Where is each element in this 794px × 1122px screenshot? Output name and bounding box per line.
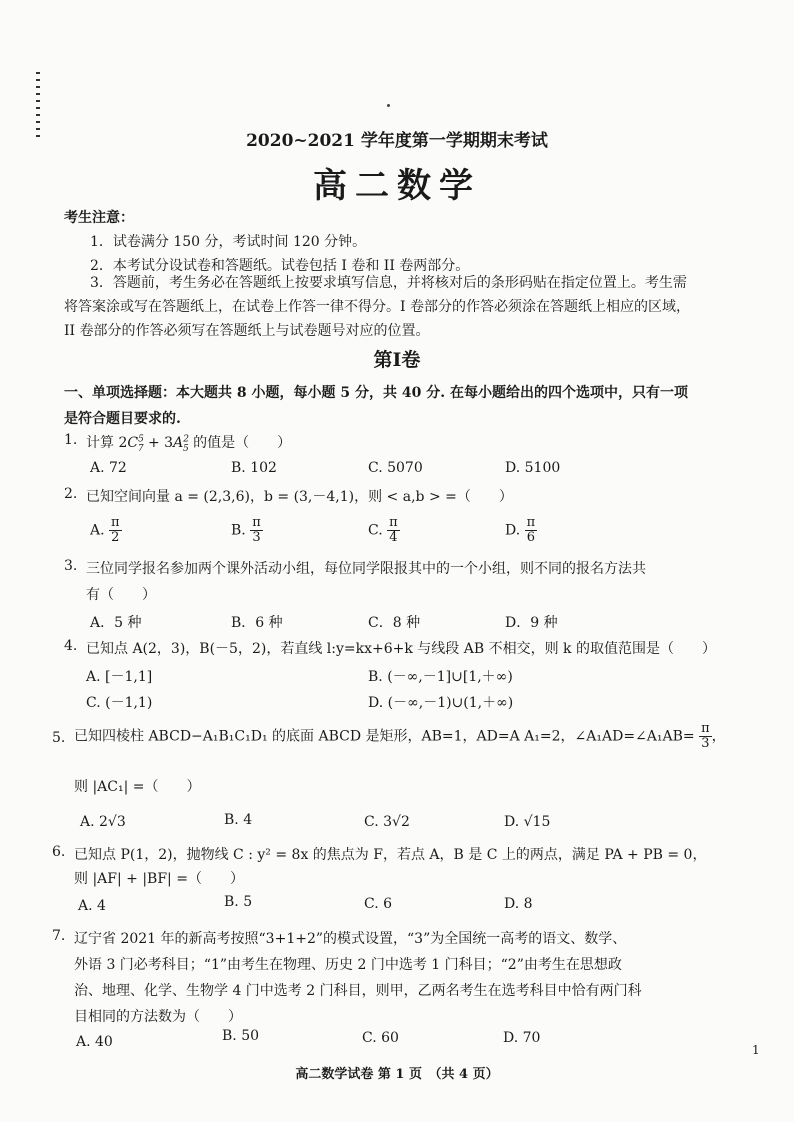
q2-option-d-fraction: $\frac{\pi}{6}$ — [526, 515, 536, 545]
q1-permutation-symbol: $A^2_5$ — [173, 434, 189, 454]
q1-option-c: C. 5070 — [368, 460, 423, 476]
q7-line2: 外语 3 门必考科目；“1”由考生在物理、历史 2 门中选考 1 门科目；“2”由考生在思想政 — [74, 957, 622, 973]
q1-combination-symbol: $C^5_7$ — [127, 434, 144, 454]
q5-option-d: D. √15 — [504, 814, 551, 830]
q4-option-a: A. [－1,1] — [86, 669, 153, 685]
notice-heading: 考生注意： — [64, 210, 134, 226]
q6-option-c: C. 6 — [364, 896, 393, 912]
notice-item-1: 1．试卷满分 150 分，考试时间 120 分钟。 — [90, 234, 367, 250]
q4-option-b: B. (－∞,－1]∪[1,＋∞) — [368, 669, 513, 685]
q5-option-a: A. 2√3 — [80, 814, 126, 830]
part-one-heading: 第Ⅰ卷 — [373, 349, 421, 371]
page-footer: 高二数学试卷 第 1 页 （共 4 页） — [295, 1067, 499, 1082]
q5-number: 5. — [52, 730, 66, 746]
scan-speck — [387, 104, 390, 107]
q5-stem: 已知四棱柱 ABCD−A₁B₁C₁D₁ 的底面 ABCD 是矩形，AB=1，AD=A A₁=2，∠A₁AD=∠A₁AB= $\frac{\pi}{3}$ ， — [74, 721, 726, 751]
q2-option-a-fraction: $\frac{\pi}{2}$ — [111, 515, 120, 545]
q1-stem-b: + 3 — [143, 435, 174, 451]
q4-option-c: C. (－1,1) — [86, 695, 153, 711]
q7-number: 7. — [52, 928, 66, 944]
q5-stem-text: 已知四棱柱 ABCD−A₁B₁C₁D₁ 的底面 ABCD 是矩形，AB=1，AD=A A₁=2，∠A₁AD=∠A₁AB= — [74, 728, 695, 745]
subject-title: 高二数学 — [313, 166, 481, 206]
q1-stem — [86, 432, 291, 454]
q7-option-b: B. 50 — [222, 1028, 260, 1044]
q6-number: 6. — [52, 844, 66, 860]
q7-line3: 治、地理、化学、生物学 4 门中选考 2 门科目，则甲，乙两名考生在选考科目中恰有两门科 — [74, 983, 642, 999]
exam-title: 2020~2021 学年度第一学期期末考试 — [246, 131, 548, 151]
notice-item-3: 3．答题前，考生务必在答题纸上按要求填写信息，并将核对后的条形码贴在指定位置上。考生需将答案涂或写在答题纸上，在试卷上作答一律不得分。I 卷部分的作答必须涂在答题纸上相应的区域，II 卷部分的作答必须写在答题纸上与试卷题号对应的位置。 — [64, 275, 690, 339]
q1-stem-a: 计算 2 — [86, 435, 128, 451]
q2-option-c: C. $\frac{\pi}{4}$ — [368, 515, 398, 545]
q7-line1: 辽宁省 2021 年的新高考按照“3+1+2”的模式设置，“3”为全国统一高考的语文、数学、 — [74, 931, 627, 947]
q6-option-a: A. 4 — [78, 898, 106, 914]
side-page-mark: 1 — [752, 1043, 760, 1057]
q3-option-c: C．8 种 — [368, 615, 421, 631]
q6-stem-line2: 则 |AF| + |BF| =（ ） — [74, 871, 244, 887]
q5-option-c: C. 3√2 — [364, 814, 410, 830]
q6-stem: 已知点 P(1，2)，抛物线 C : y² = 8x 的焦点为 F，若点 A，B 是 C 上的两点，满足 PA + PB = 0， — [74, 847, 707, 863]
q3-stem-line2: 有（ ） — [86, 587, 156, 603]
q3-number: 3. — [64, 558, 78, 574]
q4-number: 4. — [64, 638, 78, 654]
q2-number: 2. — [64, 486, 78, 502]
q5-option-b: B. 4 — [224, 812, 253, 828]
q3-option-d: D．9 种 — [505, 615, 558, 631]
notice-item-2: 2．本考试分设试卷和答题纸。试卷包括 I 卷和 II 卷两部分。 — [90, 258, 470, 274]
q2-option-a: A. $\frac{\pi}{2}$ — [90, 515, 120, 545]
q1-stem-c: 的值是（ ） — [188, 435, 292, 451]
q3-option-b: B．6 种 — [231, 615, 283, 631]
q6-option-b: B. 5 — [224, 894, 253, 910]
q2-stem: 已知空间向量 a = (2,3,6)，b = (3,－4,1)，则 < a,b > =（ ） — [86, 489, 513, 505]
q2-option-b-fraction: $\frac{\pi}{3}$ — [252, 515, 261, 545]
q7-option-c: C. 60 — [362, 1030, 399, 1046]
q6-option-d: D. 8 — [504, 896, 533, 912]
q5-angle-fraction: $\frac{\pi}{3}$ — [701, 721, 710, 751]
q2-option-c-fraction: $\frac{\pi}{4}$ — [389, 515, 398, 545]
q2-option-b: B. $\frac{\pi}{3}$ — [231, 515, 261, 545]
q5-stem-line2: 则 |AC₁| =（ ） — [74, 779, 201, 795]
q7-option-a: A. 40 — [76, 1034, 113, 1050]
q4-stem: 已知点 A(2，3)，B(－5，2)，若直线 l:y=kx+6+k 与线段 AB 不相交，则 k 的取值范围是（ ） — [86, 641, 716, 657]
q1-option-b: B. 102 — [231, 460, 277, 476]
q1-option-a: A. 72 — [90, 460, 127, 476]
q3-stem-line1: 三位同学报名参加两个课外活动小组，每位同学限报其中的一个小组，则不同的报名方法共 — [86, 561, 646, 577]
q1-number: 1. — [64, 432, 78, 448]
q2-option-d: D. $\frac{\pi}{6}$ — [505, 515, 536, 545]
section-one-heading: 一、单项选择题：本大题共 8 小题，每小题 5 分，共 40 分. 在每小题给出的四个选项中，只有一项是符合题目要求的. — [64, 385, 688, 427]
q7-option-d: D. 70 — [503, 1030, 541, 1046]
q4-option-d: D. (－∞,－1)∪(1,＋∞) — [368, 695, 514, 711]
q7-line4: 目相同的方法数为（ ） — [74, 1009, 242, 1025]
q3-option-a: A．5 种 — [90, 615, 142, 631]
q1-option-d: D. 5100 — [505, 460, 561, 476]
